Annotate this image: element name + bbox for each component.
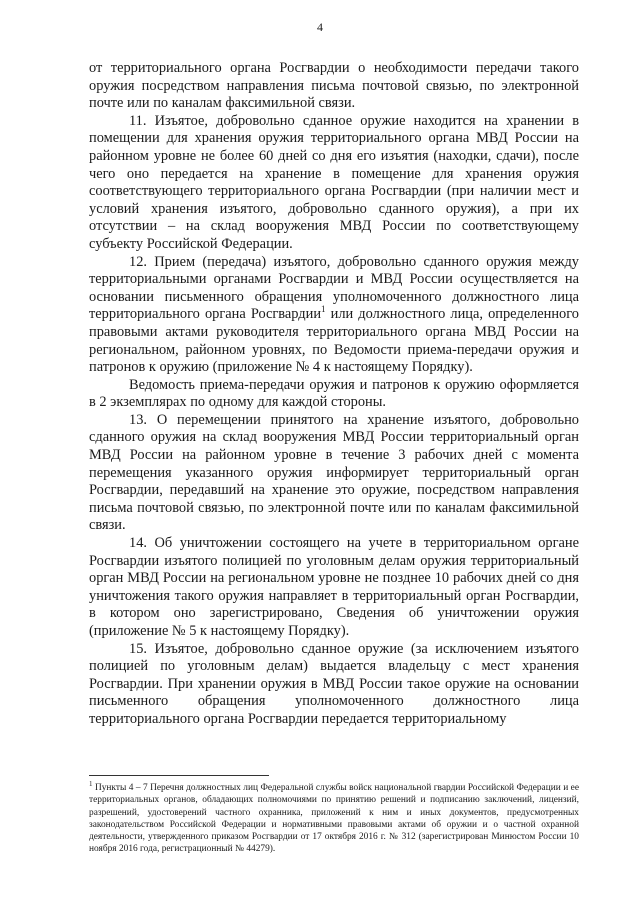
paragraph-item-13: 13. О перемещении принятого на хранение изъятого, добровольно сданного оружия на склад вооружения МВД России территориальный орган МВД России на районном уровне в течение 3 рабочих дней с момента перемещения указанного оружия информирует территориальный орган Росгвардии, передавший на хранение это оружие, посредством направления письма почтовой связью, по электронной почте или по каналам факсимильной связи. — [89, 411, 579, 534]
paragraph-item-14: 14. Об уничтожении состоящего на учете в территориальном органе Росгвардии изъятого полицией по уголовным делам оружия территориальный орган МВД России на региональном уровне не позднее 10 рабочих дней со дня уничтожения такого оружия направляет в территориальный орган Росгвардии, в котором оно зарегистрировано, Сведения об уничтожении оружия (приложение № 5 к настоящему Порядку). — [89, 535, 579, 639]
paragraph-item-12 — [89, 254, 579, 377]
footnote-marker: 1 — [89, 779, 93, 788]
footnote-text: Пункты 4 – 7 Перечня должностных лиц Федеральной службы войск национальной гвардии Российской Федерации и ее территориальных органов, обладающих полномочиями по принятию решений и подписанию заключений, лицензий, разрешений, удостоверений частного охранника, приложений к ним и иных документов, предусмотренных законодательством Российской Федерации и нормативными правовыми актами об оружии и о частной охранной деятельности, утвержденного приказом Росгвардии от 17 октября 2016 г. № 312 (зарегистрирован Минюстом России 10 ноября 2016 года, регистрационный № 44279). — [89, 783, 579, 855]
footnote — [89, 779, 579, 856]
document-body — [89, 60, 579, 729]
page-number: 4 — [317, 20, 323, 34]
paragraph-item-11: 11. Изъятое, добровольно сданное оружие находится на хранении в помещении для хранения оружия территориального органа МВД России на районном уровне не более 60 дней со дня его изъятия (находки, сдачи), после чего оно передается на хранение в помещение для хранения оружия соответствующего территориального органа Росгвардии (при наличии мест и условий хранения изъятого, добровольно сданного оружия), а при их отсутствии – на склад вооружения МВД России по соответствующему субъекту Российской Федерации. — [89, 112, 579, 252]
paragraph-statement: Ведомость приема-передачи оружия и патронов к оружию оформляется в 2 экземплярах по одному для каждой стороны. — [89, 376, 579, 411]
footnote-reference: 1 — [321, 304, 326, 315]
footnote-divider — [89, 775, 269, 776]
paragraph-item-12-text: 12. Прием (передача) изъятого, добровольно сданного оружия между территориальными органами Росгвардии и МВД России осуществляется на основании письменного обращения уполномоченного должностного лица территориального органа Росгвардии — [89, 253, 579, 323]
paragraph-item-12-text-rest: или должностного лица, определенного правовыми актами руководителя территориального органа МВД России на региональном, районном уровнях, по Ведомости приема-передачи оружия и патронов к оружию (приложение № 4 к настоящему Порядку). — [89, 306, 579, 376]
paragraph-item-15: 15. Изъятое, добровольно сданное оружие (за исключением изъятого полицией по уголовным делам) выдается владельцу с мест хранения Росгвардии. При хранении оружия в МВД России такое оружие на основании письменного обращения уполномоченного должностного лица территориального органа Росгвардии передается территориальному — [89, 640, 579, 727]
paragraph-continuation: от территориального органа Росгвардии о необходимости передачи такого оружия посредством направления письма почтовой связью, по электронной почте или по каналам факсимильной связи. — [89, 60, 579, 112]
